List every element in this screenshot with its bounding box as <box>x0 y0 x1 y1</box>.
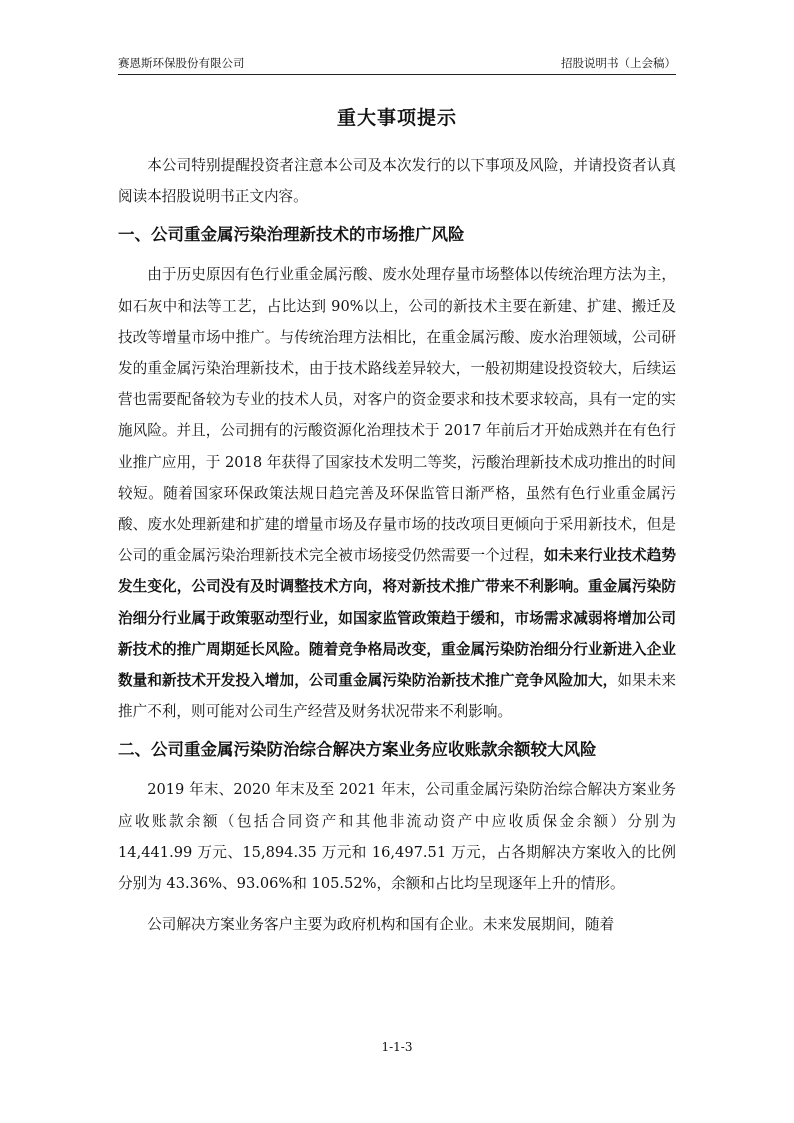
header-document-type: 招股说明书（上会稿） <box>561 56 676 70</box>
section-2-paragraph-2: 公司解决方案业务客户主要为政府机构和国有企业。未来发展期间，随着 <box>147 916 615 934</box>
section-1-bold-text: 如未来行业技术趋势发生变化，公司没有及时调整技术方向，将对新技术推广带来不利影响。重金属污染防治细分行业属于政策驱动型行业，如国家监管政策趋于缓和，市场需求减弱将增加公司新技术的推广周期延长风险。随着竞争格局改变，重金属污染防治细分行业新进入企业数量和新技术开发投入增加，公司重金属污染防治新技术推广竞争风险加大， <box>118 547 676 690</box>
intro-paragraph: 本公司特别提醒投资者注意本公司及本次发行的以下事项及风险，并请投资者认真阅读本招股说明书正文内容。 <box>118 157 676 206</box>
section-1-text-c: 如果未来推广不利，则可能对公司生产经营及财务状况带来不利影响。 <box>118 672 676 721</box>
section-1-heading: 一、公司重金属污染治理新技术的市场推广风险 <box>118 225 465 245</box>
document-body <box>118 150 676 940</box>
section-1-text-a: 由于历史原因有色行业重金属污酸、废水处理存量市场整体以传统治理方法为主，如石灰中和法等工艺，占比达到 90%以上，公司的新技术主要在新建、扩建、搬迁及技改等增量市场中推广。与传统治理方法相比，在重金属污酸、废水治理领域，公司研发的重金属污染治理新技术，由于技术路线差异较大，一般初期建设投资较大，后续运营也需要配备较为专业的技术人员，对客户的资金要求和技术要求较高，具有一定的实施风险。并且，公司拥有的污酸资源化治理技术于 2017 年前后才开始成熟并在有色行业推广应用，于 2018 年获得了国家技术发明二等奖，污酸治理新技术成功推出的时间较短。随着国家环保政策法规日趋完善及环保监管日渐严格，虽然有色行业重金属污酸、废水处理新建和扩建的增量市场及存量市场的技改项目更倾向于采用新技术，但是公司的重金属污染治理新技术完全被市场接受仍然需要一个过程， <box>118 266 676 565</box>
section-1-paragraph <box>118 259 676 727</box>
header-company-name: 赛恩斯环保股份有限公司 <box>118 56 245 70</box>
section-2-paragraph-1: 2019 年末、2020 年末及至 2021 年末，公司重金属污染防治综合解决方案业务应收账款余额（包括合同资产和其他非流动资产中应收质保金余额）分别为 14,441.99 万元、15,894.35 万元和 16,497.51 万元，占各期解决方案收入的比例分别为 43.36%、93.06%和 105.52%，余额和占比均呈现逐年上升的情形。 <box>118 781 676 893</box>
page-header <box>118 54 676 75</box>
page-title: 重大事项提示 <box>336 107 457 129</box>
page-number: 1-1-3 <box>381 1040 413 1054</box>
section-2-heading: 二、公司重金属污染防治综合解决方案业务应收账款余额较大风险 <box>118 740 597 760</box>
